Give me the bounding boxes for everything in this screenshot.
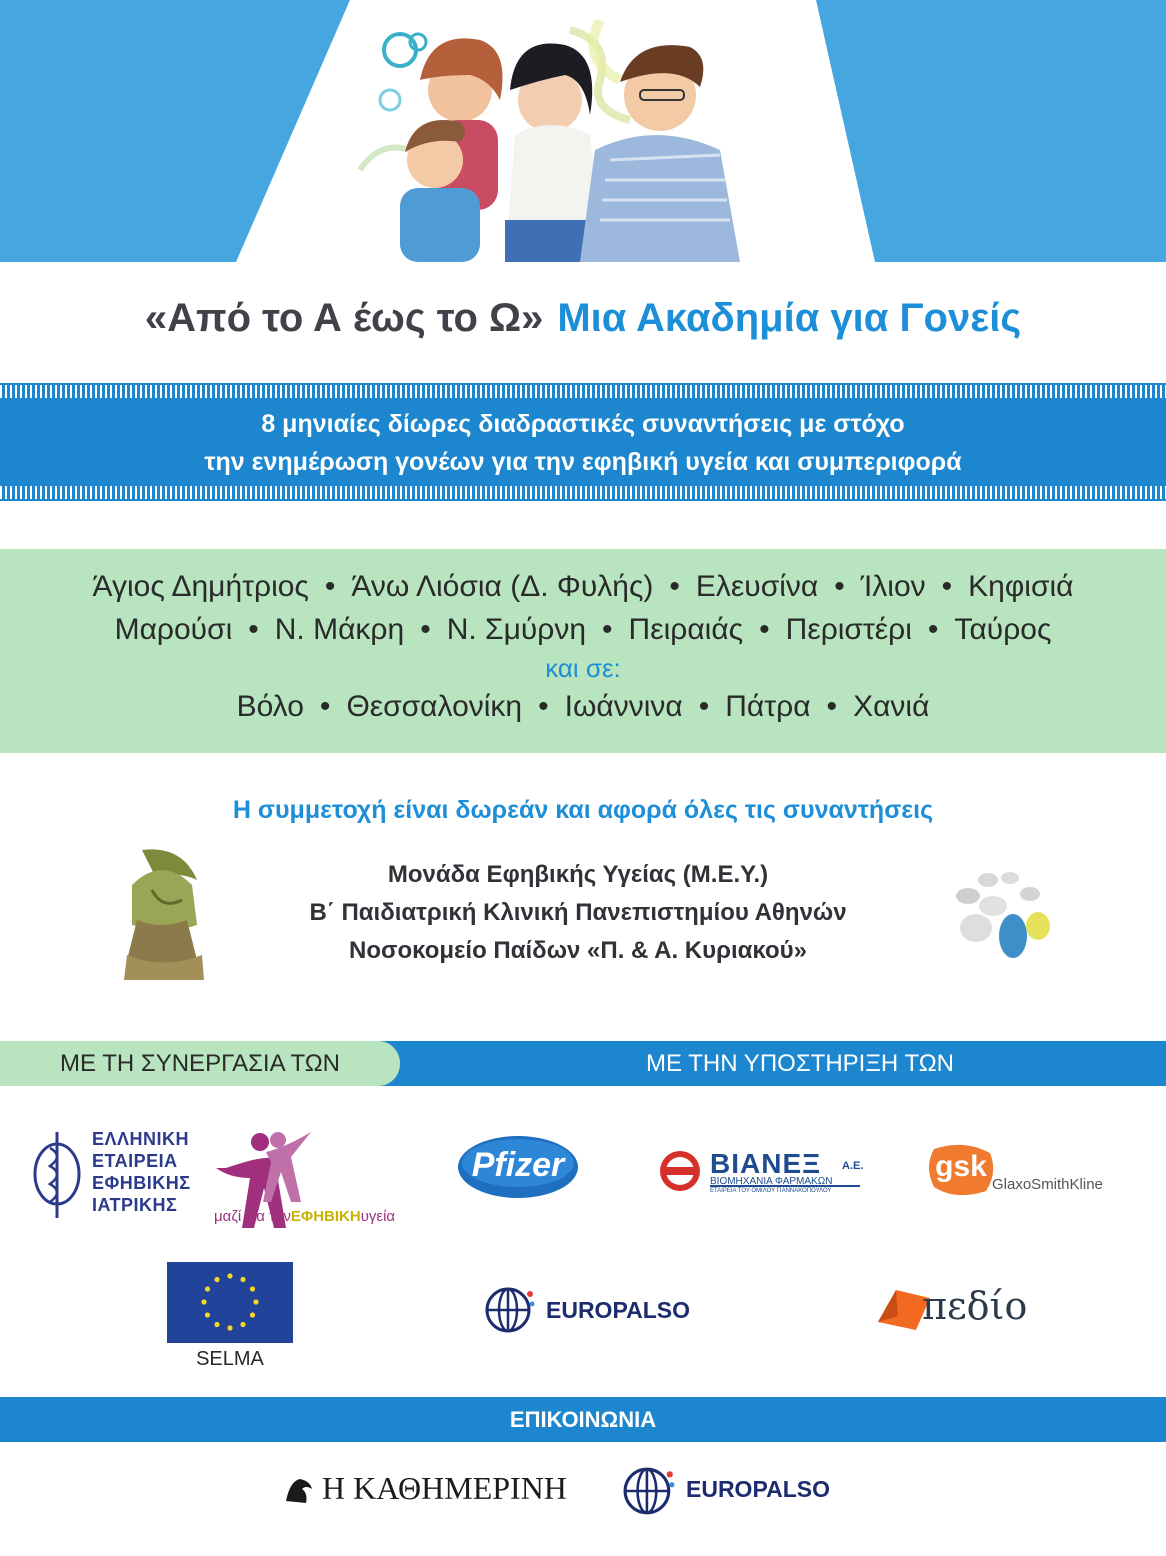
separator: •: [319, 690, 331, 723]
eeei-symbol-icon: [30, 1128, 84, 1220]
free-participation-note: Η συμμετοχή είναι δωρεάν και αφορά όλες τις συναντήσεις: [232, 796, 934, 824]
info-banner: [0, 383, 1166, 501]
contact-header: [0, 1397, 1166, 1442]
contact-label: ΕΠΙΚΟΙΝΩΝΙΑ: [509, 1407, 657, 1432]
family-illustration: [320, 20, 740, 262]
mazi-prefix: μαζί για την: [214, 1208, 291, 1225]
athena-helmet-logo: [112, 845, 204, 980]
selma-label: SELMA: [196, 1348, 264, 1370]
vianex-subtitle: ΒΙΟΜΗΧΑΝΙΑ ΦΑΡΜΑΚΩΝ: [710, 1176, 833, 1187]
locations-row-2: [0, 608, 1166, 651]
kathimerini-logo-text: Η ΚΑΘΗΜΕΡΙΝΗ: [322, 1470, 567, 1506]
banner-text: [0, 405, 1166, 481]
vianex-name: ΒΙΑΝΕΞ: [710, 1148, 822, 1179]
mazi-logo-text: [214, 1208, 395, 1225]
separator: •: [698, 690, 710, 723]
eeei-line: ΙΑΤΡΙΚΗΣ: [92, 1195, 178, 1215]
separator: •: [602, 613, 613, 646]
gsk-logo-text: gsk: [935, 1150, 987, 1183]
location: Πειραιάς: [628, 613, 744, 646]
title-sub: Μια Ακαδημία για Γονείς: [557, 296, 1022, 340]
sponsors-header: [0, 1041, 1166, 1086]
eu-flag-icon: [167, 1262, 293, 1343]
organizer-block: [220, 856, 936, 970]
location: Ίλιον: [860, 570, 926, 603]
location: Ν. Μάκρη: [274, 613, 405, 646]
page-title: [0, 296, 1166, 341]
separator: •: [941, 570, 953, 603]
banner-line-1: 8 μηνιαίες δίωρες διαδραστικές συναντήσεις με στόχο: [261, 410, 905, 438]
separator: •: [248, 613, 259, 646]
separator: •: [826, 690, 838, 723]
location: Χανιά: [853, 690, 930, 723]
locations-row-3: [0, 685, 1166, 728]
banner-stripe-bottom: [0, 486, 1166, 499]
separator: •: [669, 570, 680, 603]
collab-label: ΜΕ ΤΗ ΣΥΝΕΡΓΑΣΙΑ ΤΩΝ: [59, 1050, 341, 1077]
organizer-line-1: Μονάδα Εφηβικής Υγείας (Μ.Ε.Υ.): [387, 861, 769, 888]
location: Θεσσαλονίκη: [346, 690, 523, 723]
location: Ν. Σμύρνη: [446, 613, 587, 646]
vianex-tagline: ΕΤΑΙΡΕΙΑ ΤΟΥ ΟΜΙΛΟΥ ΓΙΑΝΝΑΚΟΠΟΥΛΟΥ: [710, 1188, 832, 1194]
europalso-logo-text: EUROPALSO: [546, 1297, 690, 1323]
collab-header-left: [0, 1041, 400, 1086]
europalso-globe-icon: [622, 1464, 676, 1518]
locations-row-1: [0, 565, 1166, 608]
kathimerini-owl-icon: [282, 1475, 314, 1505]
location: Περιστέρι: [785, 613, 912, 646]
title-main: «Από το Α έως το Ω»: [144, 296, 544, 340]
location: Άνω Λιόσια (Δ. Φυλής): [351, 570, 654, 603]
mazi-suffix: υγεία: [360, 1208, 396, 1225]
eeei-logo-text: [92, 1128, 191, 1216]
eeei-line: ΕΛΛΗΝΙΚΗ: [92, 1129, 190, 1149]
mazi-bold: ΕΦΗΒΙΚΗ: [290, 1208, 361, 1225]
separator: •: [420, 613, 431, 646]
europalso-contact-text: EUROPALSO: [686, 1476, 830, 1502]
hero-banner: [0, 0, 1166, 262]
pedio-logo-text: πεδίο: [922, 1284, 1028, 1328]
location: Ελευσίνα: [695, 570, 819, 603]
locations-panel: [0, 549, 1166, 753]
banner-line-2: την ενημέρωση γονέων για την εφηβική υγεία και συμπεριφορά: [204, 448, 962, 476]
location: Άγιος Δημήτριος: [92, 570, 309, 603]
location: Πάτρα: [725, 690, 811, 723]
eeei-line: ΕΤΑΙΡΕΙΑ: [92, 1151, 178, 1171]
mey-flower-logo: [948, 868, 1058, 964]
also-in-label: και σε:: [545, 653, 621, 683]
pfizer-logo-text: Pfizer: [471, 1146, 565, 1184]
location: Κηφισιά: [968, 570, 1074, 603]
eeei-line: ΕΦΗΒΙΚΗΣ: [92, 1173, 191, 1193]
separator: •: [324, 570, 336, 603]
separator: •: [927, 613, 939, 646]
location: Μαρούσι: [114, 613, 233, 646]
separator: •: [759, 613, 770, 646]
support-label: ΜΕ ΤΗΝ ΥΠΟΣΤΗΡΙΞΗ ΤΩΝ: [646, 1050, 954, 1077]
location: Ταύρος: [954, 613, 1052, 646]
banner-stripe-top: [0, 385, 1166, 398]
organizer-line-2: Β΄ Παιδιατρική Κλινική Πανεπιστημίου Αθηνών: [309, 899, 847, 926]
location: Βόλο: [236, 690, 304, 723]
separator: •: [538, 690, 549, 723]
separator: •: [834, 570, 845, 603]
organizer-line-3: Νοσοκομείο Παίδων «Π. & Α. Κυριακού»: [349, 937, 807, 964]
europalso-globe-icon: [484, 1284, 536, 1336]
gsk-name: GlaxoSmithKline: [992, 1176, 1103, 1193]
vianex-ae: Α.Ε.: [842, 1160, 864, 1172]
location: Ιωάννινα: [564, 690, 683, 723]
